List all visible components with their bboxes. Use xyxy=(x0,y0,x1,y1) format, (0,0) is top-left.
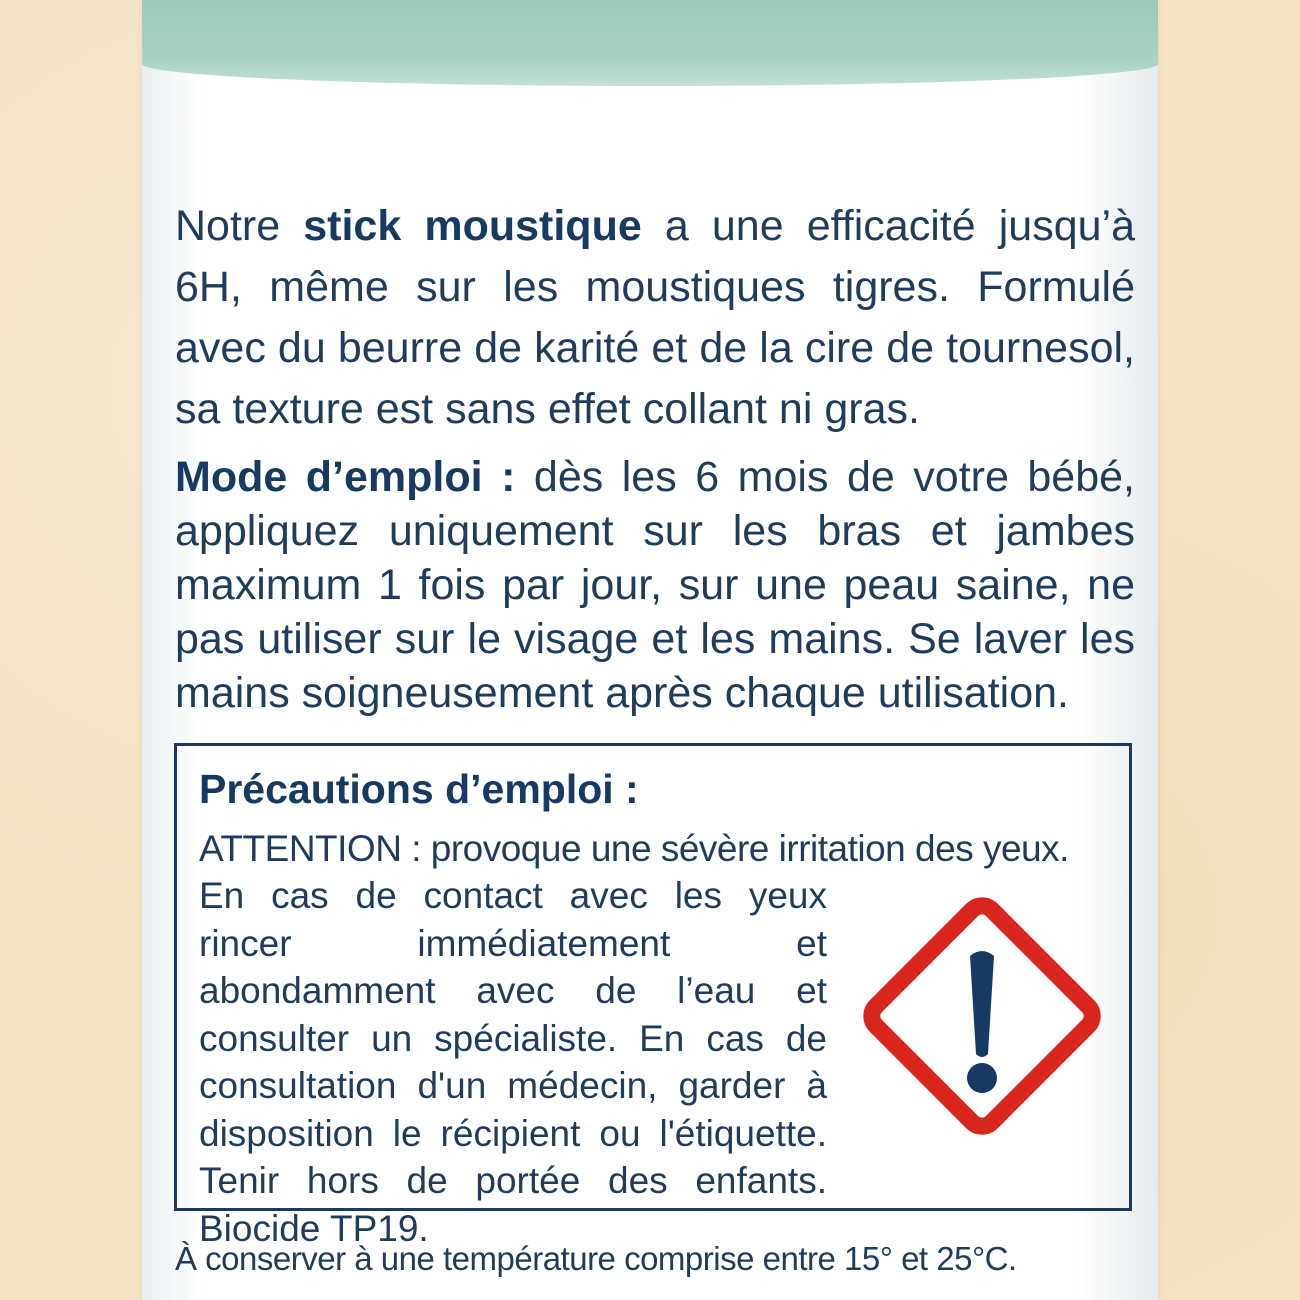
usage-title: Mode d’emploi : xyxy=(175,453,516,501)
label-top-band xyxy=(142,0,1158,86)
product-label xyxy=(142,0,1158,1300)
product-name: stick moustique xyxy=(303,202,642,250)
attention-warning: ATTENTION : provoque une sévère irritation des yeux. xyxy=(199,828,1069,869)
exclamation-hazard-icon xyxy=(852,886,1112,1146)
usage-instructions xyxy=(175,450,1135,720)
description-text: a une efficacité jusqu’à 6H, même sur les moustiques tigres. Formulé avec du beurre de karité et de la cire de tournesol, sa texture est sans effet collant ni gras. xyxy=(175,202,1135,433)
description-prefix: Notre xyxy=(175,202,304,250)
precautions-title: Précautions d’emploi : xyxy=(199,766,639,812)
label-content xyxy=(175,196,1135,720)
product-description xyxy=(175,196,1135,440)
usage-text: dès les 6 mois de votre bébé, appliquez uniquement sur les bras et jambes maximum 1 fois par jour, sur une peau saine, ne pas utiliser sur le visage et les mains. Se laver les mains soigneusement après chaque utilisation. xyxy=(175,453,1135,717)
storage-instructions: À conserver à une température comprise entre 15° et 25°C. xyxy=(175,1240,1017,1277)
precautions-text: En cas de contact avec les yeux rincer immédiatement et abondamment avec de l’eau et consulter un spécialiste. En cas de consultation d'un médecin, garder à disposition le récipient ou l'étiquette. Tenir hors de portée des enfants. Biocide TP19. xyxy=(199,875,827,1249)
precautions-box xyxy=(174,743,1132,1249)
